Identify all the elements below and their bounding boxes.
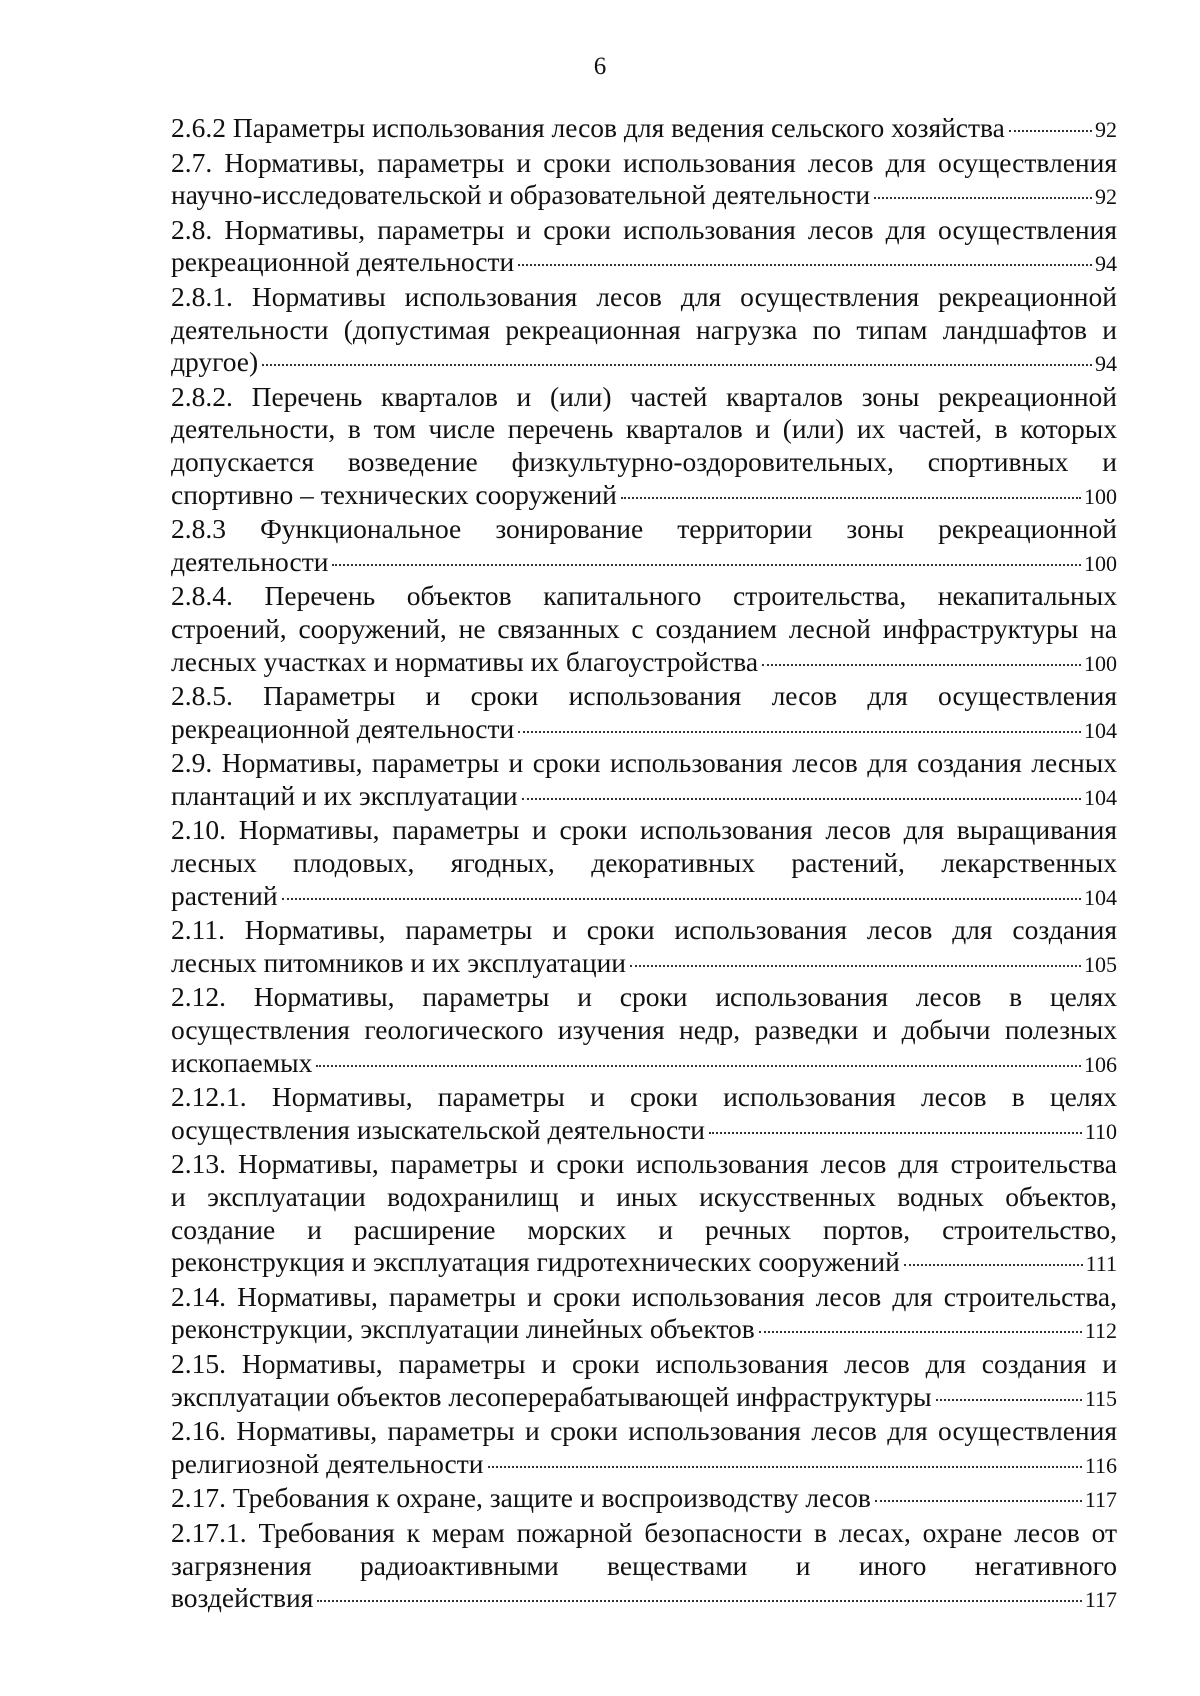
toc-entry — [171, 1482, 1117, 1517]
toc-entry-page-number: 116 — [1084, 1452, 1117, 1478]
dot-leader — [904, 1264, 1083, 1266]
dot-leader — [332, 564, 1081, 566]
toc-entry-line: 2.8. Нормативы, параметры и сроки использования лесов для осуществления — [171, 213, 1117, 245]
toc-entry-page-number: 104 — [1084, 784, 1117, 810]
table-of-contents — [171, 112, 1117, 1617]
toc-entry — [171, 381, 1117, 513]
toc-entry-last-line — [171, 179, 1117, 214]
dot-leader — [316, 1065, 1081, 1067]
toc-entry-line: деятельности (допустимая рекреационная нагрузка по типам ландшафтов и — [171, 313, 1117, 345]
toc-entry-line: деятельности, в том числе перечень кварталов и (или) их частей, в которых — [171, 413, 1117, 445]
toc-entry-last-line — [171, 479, 1117, 514]
toc-entry-line: осуществления геологического изучения недр, разведки и добычи полезных — [171, 1014, 1117, 1046]
toc-entry-title-end: спортивно – технических сооружений — [171, 478, 617, 510]
toc-entry-line: 2.13. Нормативы, параметры и сроки использования лесов для строительства — [171, 1148, 1117, 1180]
toc-entry — [171, 214, 1117, 281]
toc-entry — [171, 112, 1117, 147]
toc-entry-title-end: научно-исследовательской и образовательной деятельности — [171, 179, 871, 211]
toc-entry — [171, 814, 1117, 914]
toc-entry-last-line — [171, 780, 1117, 815]
toc-entry-line: загрязнения радиоактивными веществами и иного негативного — [171, 1549, 1117, 1581]
toc-entry — [171, 281, 1117, 381]
toc-entry-line: 2.8.1. Нормативы использования лесов для осуществления рекреационной — [171, 280, 1117, 312]
toc-entry-line: 2.8.3 Функциональное зонирование территории зоны рекреационной — [171, 513, 1117, 545]
dot-leader — [759, 1331, 1082, 1333]
toc-entry-title-end: ископаемых — [171, 1046, 313, 1078]
toc-entry-title-end: реконструкции, эксплуатации линейных объектов — [171, 1313, 755, 1345]
toc-entry-title-end: лесных участках и нормативы их благоустройства — [171, 645, 759, 677]
toc-entry-title-end: другое) — [171, 346, 259, 378]
toc-entry — [171, 981, 1117, 1081]
toc-entry-page-number: 117 — [1084, 1487, 1117, 1513]
toc-entry — [171, 1281, 1117, 1348]
toc-entry-line: создание и расширение морских и речных портов, строительство, — [171, 1213, 1117, 1245]
toc-entry-last-line — [171, 246, 1117, 281]
toc-entry — [171, 680, 1117, 747]
dot-leader — [522, 798, 1081, 800]
toc-entry — [171, 1148, 1117, 1280]
toc-entry-page-number: 117 — [1084, 1587, 1117, 1613]
dot-leader — [518, 264, 1092, 266]
toc-entry-line: и эксплуатации водохранилищ и иных искусственных водных объектов, — [171, 1181, 1117, 1212]
toc-entry — [171, 747, 1117, 814]
toc-entry-title-end: воздействия — [171, 1582, 314, 1614]
toc-entry — [171, 914, 1117, 981]
toc-entry-last-line — [171, 1047, 1117, 1082]
toc-entry-page-number: 100 — [1084, 483, 1117, 509]
toc-entry-title-end: растений — [171, 879, 278, 911]
toc-entry-last-line — [171, 646, 1117, 681]
toc-entry-page-number: 106 — [1084, 1051, 1117, 1077]
toc-entry-last-line — [171, 1448, 1117, 1483]
dot-leader — [1009, 130, 1092, 132]
dot-leader — [488, 1466, 1082, 1468]
toc-entry-line: 2.16. Нормативы, параметры и сроки использования лесов для осуществления — [171, 1415, 1117, 1447]
toc-entry-line: 2.7. Нормативы, параметры и сроки использования лесов для осуществления — [171, 146, 1117, 178]
toc-entry-page-number: 111 — [1085, 1251, 1117, 1277]
toc-entry-line: 2.15. Нормативы, параметры и сроки использования лесов для создания и — [171, 1347, 1117, 1379]
toc-entry-line: 2.10. Нормативы, параметры и сроки использования лесов для выращивания — [171, 814, 1117, 846]
toc-entry-line: строений, сооружений, не связанных с созданием лесной инфраструктуры на — [171, 612, 1117, 644]
toc-entry-line: 2.17.1. Требования к мерам пожарной безопасности в лесах, охране лесов от — [171, 1516, 1117, 1548]
toc-entry-title-end: деятельности — [171, 545, 329, 577]
toc-entry-last-line — [171, 880, 1117, 915]
toc-entry-page-number: 112 — [1084, 1318, 1117, 1344]
toc-entry-page-number: 105 — [1084, 951, 1117, 977]
toc-entry-page-number: 92 — [1095, 184, 1117, 210]
toc-entry-line: 2.14. Нормативы, параметры и сроки использования лесов для строительства, — [171, 1280, 1117, 1312]
toc-entry-page-number: 94 — [1095, 251, 1117, 277]
toc-entry-page-number: 100 — [1084, 650, 1117, 676]
toc-entry-line: 2.11. Нормативы, параметры и сроки использования лесов для создания — [171, 914, 1117, 946]
toc-entry-line: допускается возведение физкультурно-оздоровительных, спортивных и — [171, 445, 1117, 477]
toc-entry-line: 2.12. Нормативы, параметры и сроки использования лесов в целях — [171, 981, 1117, 1013]
toc-entry-title-end: лесных питомников и их эксплуатации — [171, 946, 627, 978]
toc-entry-line: 2.12.1. Нормативы, параметры и сроки использования лесов в целях — [171, 1081, 1117, 1113]
toc-entry — [171, 147, 1117, 214]
toc-entry-last-line — [171, 1381, 1117, 1416]
toc-entry-page-number: 110 — [1084, 1118, 1117, 1144]
toc-entry-last-line — [171, 1114, 1117, 1149]
dot-leader — [630, 965, 1081, 967]
toc-entry-line: 2.8.4. Перечень объектов капитального строительства, некапитальных — [171, 580, 1117, 612]
dot-leader — [709, 1132, 1082, 1134]
dot-leader — [874, 197, 1092, 199]
toc-entry-page-number: 104 — [1084, 717, 1117, 743]
dot-leader — [621, 497, 1081, 499]
dot-leader — [875, 1500, 1082, 1502]
toc-entry-page-number: 94 — [1095, 351, 1117, 377]
toc-entry-last-line — [171, 1482, 1117, 1517]
dot-leader — [262, 364, 1092, 366]
toc-entry-page-number: 104 — [1084, 884, 1117, 910]
toc-entry-title-end: рекреационной деятельности — [171, 712, 515, 744]
toc-entry-last-line — [171, 546, 1117, 581]
toc-entry-title-end: осуществления изыскательской деятельности — [171, 1113, 705, 1145]
toc-entry-last-line — [171, 1582, 1117, 1617]
toc-entry-line: 2.8.5. Параметры и сроки использования лесов для осуществления — [171, 680, 1117, 712]
toc-entry-last-line — [171, 112, 1117, 147]
toc-entry-title-end: реконструкция и эксплуатация гидротехнических сооружений — [171, 1246, 900, 1278]
page-number: 6 — [593, 53, 607, 80]
dot-leader — [762, 664, 1081, 666]
toc-entry — [171, 1348, 1117, 1415]
toc-entry-line: 2.9. Нормативы, параметры и сроки использования лесов для создания лесных — [171, 747, 1117, 779]
toc-entry-title-end: религиозной деятельности — [171, 1447, 484, 1479]
toc-entry-title-end: 2.6.2 Параметры использования лесов для ведения сельского хозяйства — [171, 112, 1005, 143]
toc-entry-last-line — [171, 947, 1117, 982]
toc-entry — [171, 513, 1117, 580]
toc-entry-last-line — [171, 1246, 1117, 1281]
toc-entry-last-line — [171, 346, 1117, 381]
toc-entry — [171, 1415, 1117, 1482]
toc-entry-line: лесных плодовых, ягодных, декоративных растений, лекарственных — [171, 847, 1117, 879]
toc-entry-title-end: 2.17. Требования к охране, защите и воспроизводству лесов — [171, 1482, 871, 1514]
toc-entry-line: 2.8.2. Перечень кварталов и (или) частей кварталов зоны рекреационной — [171, 380, 1117, 412]
toc-entry-page-number: 100 — [1084, 550, 1117, 576]
toc-entry-last-line — [171, 1313, 1117, 1348]
toc-entry-page-number: 115 — [1084, 1385, 1117, 1411]
toc-entry — [171, 580, 1117, 680]
toc-entry-last-line — [171, 713, 1117, 748]
toc-entry-title-end: эксплуатации объектов лесоперерабатывающей инфраструктуры — [171, 1380, 932, 1412]
dot-leader — [282, 898, 1081, 900]
dot-leader — [936, 1399, 1082, 1401]
dot-leader — [317, 1600, 1081, 1602]
toc-entry — [171, 1081, 1117, 1148]
toc-entry — [171, 1517, 1117, 1617]
dot-leader — [518, 731, 1081, 733]
toc-entry-page-number: 92 — [1095, 117, 1117, 142]
toc-entry-title-end: плантаций и их эксплуатации — [171, 779, 518, 811]
toc-entry-title-end: рекреационной деятельности — [171, 246, 515, 278]
